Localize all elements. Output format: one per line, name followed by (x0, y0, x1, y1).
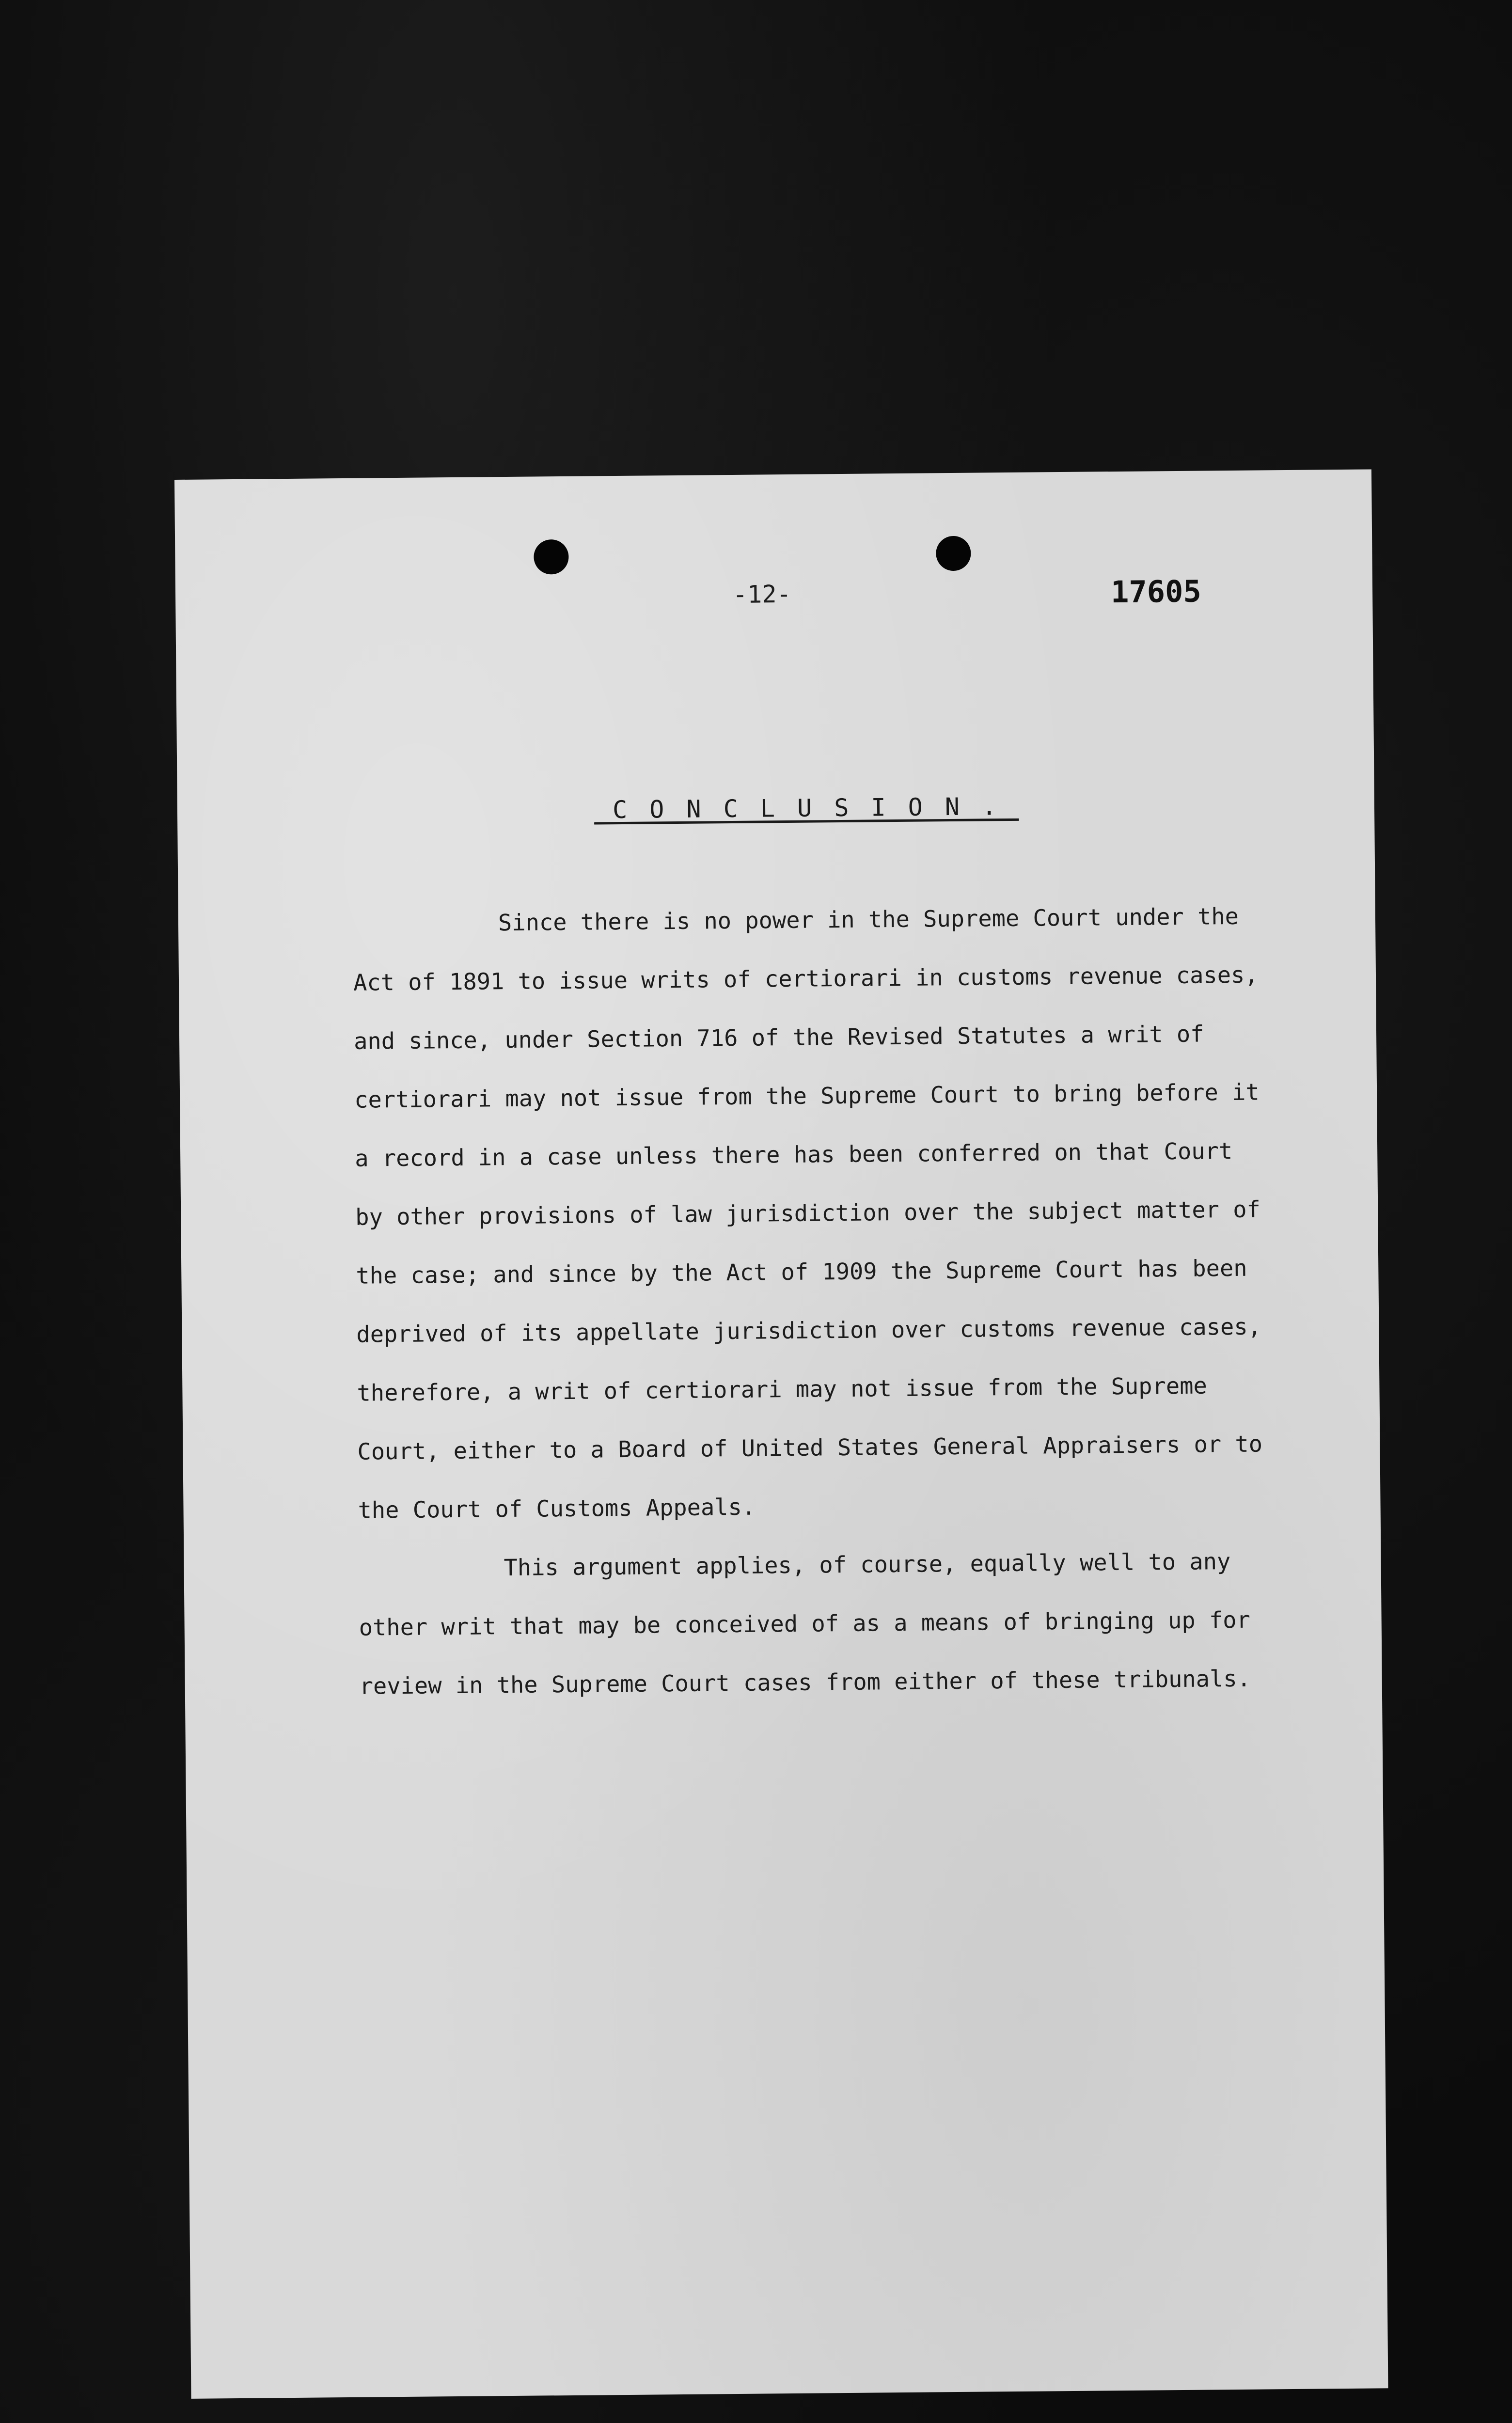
punch-hole-right (936, 536, 971, 571)
punch-hole-left (534, 539, 569, 575)
body-text (352, 887, 1271, 1715)
document-number: 17605 (1110, 573, 1202, 610)
paragraph-1: Since there is no power in the Supreme Court under the Act of 1891 to issue writs of certiorari in customs revenue cases, and since, under Section 716 of the Revised Statutes a writ of certiorari may not issue from the Supreme Court to bring before it a record in a case unless there has been conferred on that Court by other provisions of law jurisdiction over the subject matter of the case; and since by the Act of 1909 the Supreme Court has been deprived of its appellate jurisdiction over customs revenue cases, therefore, a writ of certiorari may not issue from the Supreme Court, either to a Board of United States General Appraisers or to the Court of Customs Appeals. (353, 903, 1263, 1524)
section-heading: _C_O_N_C_L_U_S_I_O_N_._ (594, 792, 1019, 824)
paragraph-2: This argument applies, of course, equally well to any other writ that may be conceived of as a means of bringing up for review in the Supreme Court cases from either of these tribunals. (359, 1548, 1251, 1700)
page-number: -12- (732, 580, 791, 609)
document-page (174, 469, 1388, 2398)
